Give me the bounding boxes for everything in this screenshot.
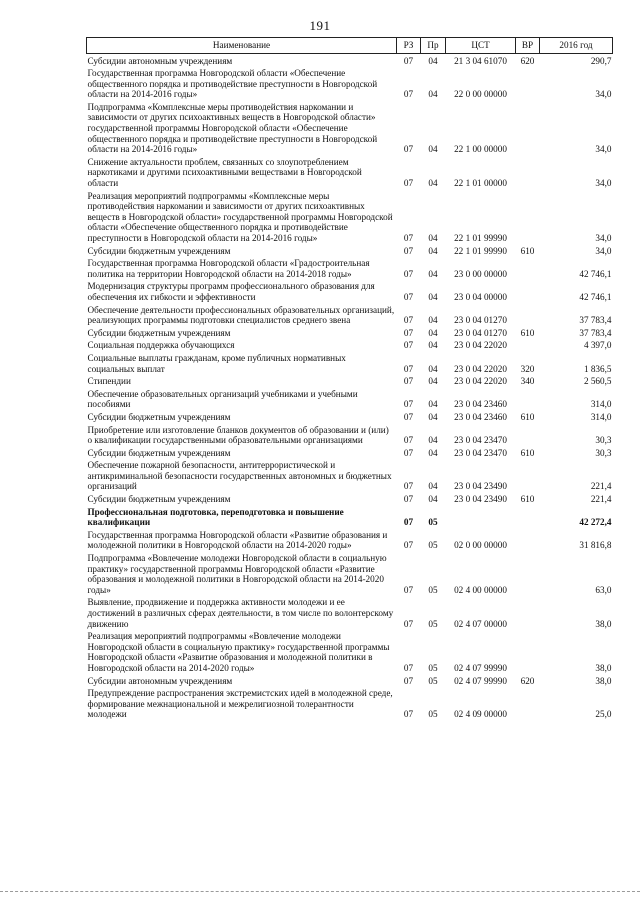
row-name-cell: Субсидии автономным учреждениям <box>87 55 233 66</box>
row-amount-cell: 30,3 <box>595 447 612 458</box>
row-rz-cell: 07 <box>403 55 414 66</box>
row-pr-cell: 05 <box>428 584 438 595</box>
row-amount-cell: 314,0 <box>590 411 612 422</box>
table-row <box>87 375 613 388</box>
column-header-amount: 2016 год <box>540 38 613 54</box>
row-amount-cell: 34,0 <box>595 233 612 243</box>
table-row <box>87 674 613 687</box>
row-name-cell: Предупреждение распространения экстремистских идей в молодежной среде, формирование межнациональной и межрелигиозной толерантности молодежи <box>87 688 393 720</box>
row-amount-cell: 34,0 <box>595 89 612 100</box>
table-row <box>87 630 613 674</box>
row-name-cell: Обеспечение образовательных организаций учебниками и учебными пособиями <box>87 388 358 410</box>
row-name-cell: Выявление, продвижение и поддержка активности молодежи и ее достижений в различных сферах деятельности, в том числе по волонтерскому движению <box>87 597 394 629</box>
row-name-cell: Государственная программа Новгородской области «Обеспечение общественного порядка и противодействие преступности в Новгородской области на 2014-2016 годы» <box>87 68 378 100</box>
table-row <box>87 552 613 596</box>
row-pr-cell: 04 <box>428 233 438 243</box>
row-amount-cell: 221,4 <box>590 481 612 492</box>
row-rz-cell: 07 <box>403 447 414 458</box>
row-rz-cell: 07 <box>403 291 414 302</box>
row-amount-cell: 34,0 <box>595 178 612 189</box>
row-vr-cell: 610 <box>520 447 535 458</box>
row-vr-cell <box>516 630 540 674</box>
row-vr-cell <box>516 189 540 244</box>
row-amount-cell: 37 783,4 <box>579 315 612 326</box>
row-vr-cell <box>516 155 540 189</box>
row-pr-cell: 05 <box>428 517 438 528</box>
table-row <box>87 351 613 374</box>
row-amount-cell: 221,4 <box>590 494 612 505</box>
row-vr-cell <box>516 303 540 326</box>
row-cst-cell: 22 0 00 00000 <box>454 89 507 100</box>
row-rz-cell: 07 <box>403 675 414 686</box>
table-row <box>87 505 613 528</box>
row-pr-cell: 05 <box>428 709 438 720</box>
row-cst-cell: 23 0 04 01270 <box>454 315 507 326</box>
row-rz-cell: 07 <box>403 315 414 326</box>
row-name-cell: Обеспечение деятельности профессиональных образовательных организаций, реализующих программы подготовки специалистов среднего звена <box>87 304 395 326</box>
row-rz-cell: 07 <box>403 618 414 629</box>
row-vr-cell <box>516 505 540 528</box>
row-rz-cell: 07 <box>403 89 414 100</box>
row-amount-cell: 4 397,0 <box>583 340 612 351</box>
row-rz-cell: 07 <box>403 178 414 189</box>
row-vr-cell <box>516 423 540 446</box>
row-name-cell: Реализация мероприятий подпрограммы «Вовлечение молодежи Новгородской области в социальную практику» государственной программы Новгородской области «Развитие образования и молодежной политики в Новгородской области на 2014-2020 годы» <box>87 631 390 673</box>
row-name-cell: Субсидии бюджетным учреждениям <box>87 327 231 338</box>
row-amount-cell: 42 746,1 <box>579 268 612 279</box>
row-cst-cell: 02 0 00 00000 <box>454 540 507 551</box>
row-vr-cell: 610 <box>520 245 535 256</box>
row-name-cell: Модернизация структуры программ профессионального образования для обеспечения их гибкости и эффективности <box>87 281 375 302</box>
row-name-cell: Подпрограмма «Вовлечение молодежи Новгородской области в социальную практику» государственной программы Новгородской области «Развитие образования и молодежной политики в Новгородской области на 2014-2020 годы» <box>87 553 387 595</box>
table-body <box>87 54 613 721</box>
row-cst-cell: 23 0 04 22020 <box>454 363 507 374</box>
row-name-cell: Государственная программа Новгородской области «Развитие образования и молодежной политики в Новгородской области на 2014-2020 годы» <box>87 529 388 551</box>
row-cst-cell: 22 1 01 99990 <box>454 233 507 243</box>
row-amount-cell: 37 783,4 <box>579 327 612 338</box>
row-rz-cell: 07 <box>403 481 414 492</box>
row-rz-cell: 07 <box>403 584 414 595</box>
row-rz-cell: 07 <box>403 411 414 422</box>
row-rz-cell: 07 <box>403 540 414 551</box>
row-amount-cell: 38,0 <box>595 675 612 686</box>
row-pr-cell: 04 <box>428 411 438 422</box>
row-amount-cell: 314,0 <box>590 399 612 410</box>
row-cst-cell <box>446 505 516 528</box>
row-name-cell: Субсидии бюджетным учреждениям <box>87 494 231 505</box>
row-cst-cell: 23 0 04 22020 <box>454 376 507 387</box>
budget-table <box>86 37 613 720</box>
table-row <box>87 339 613 352</box>
row-vr-cell: 610 <box>520 494 535 505</box>
table-row <box>87 303 613 326</box>
row-name-cell: Обеспечение пожарной безопасности, антитеррористической и антикриминальной безопасности государственных автономных и бюджетных организаций <box>87 460 392 492</box>
row-amount-cell: 290,7 <box>590 55 612 66</box>
row-rz-cell: 07 <box>403 662 414 673</box>
row-cst-cell: 23 0 00 00000 <box>454 268 507 279</box>
row-name-cell: Социальные выплаты гражданам, кроме публичных нормативных социальных выплат <box>87 352 346 374</box>
table-row <box>87 446 613 459</box>
row-cst-cell: 23 0 04 22020 <box>454 340 507 351</box>
table-row <box>87 423 613 446</box>
row-vr-cell <box>516 387 540 410</box>
row-amount-cell: 34,0 <box>595 245 612 256</box>
row-amount-cell: 42 272,4 <box>579 517 612 528</box>
row-cst-cell: 21 3 04 61070 <box>454 55 507 66</box>
table-row <box>87 54 613 67</box>
row-cst-cell: 22 1 01 00000 <box>454 178 507 189</box>
row-vr-cell <box>516 100 540 155</box>
row-rz-cell: 07 <box>403 363 414 374</box>
row-rz-cell: 07 <box>403 517 414 528</box>
row-cst-cell: 02 4 07 99990 <box>454 662 507 673</box>
row-pr-cell: 04 <box>428 376 438 387</box>
row-pr-cell: 04 <box>428 245 438 256</box>
row-pr-cell: 05 <box>428 540 438 551</box>
table-row <box>87 244 613 257</box>
row-pr-cell: 04 <box>428 327 438 338</box>
table-row <box>87 100 613 155</box>
row-vr-cell <box>516 257 540 280</box>
row-name-cell: Субсидии бюджетным учреждениям <box>87 411 231 422</box>
row-vr-cell <box>516 528 540 551</box>
table-row <box>87 528 613 551</box>
row-rz-cell: 07 <box>403 268 414 279</box>
row-rz-cell: 07 <box>403 245 414 256</box>
row-vr-cell <box>516 459 540 493</box>
row-cst-cell: 23 0 04 23460 <box>454 399 507 410</box>
column-header-cst: ЦСТ <box>446 38 516 54</box>
row-pr-cell: 04 <box>428 178 438 189</box>
table-header <box>87 38 613 54</box>
row-cst-cell: 23 0 04 23470 <box>454 447 507 458</box>
row-name-cell: Субсидии бюджетным учреждениям <box>87 447 231 458</box>
row-rz-cell: 07 <box>403 327 414 338</box>
row-pr-cell: 04 <box>428 447 438 458</box>
row-cst-cell: 23 0 04 23490 <box>454 481 507 492</box>
row-cst-cell: 22 1 01 99990 <box>454 245 507 256</box>
row-cst-cell: 02 4 00 00000 <box>454 584 507 595</box>
row-rz-cell: 07 <box>403 709 414 720</box>
row-pr-cell: 04 <box>428 363 438 374</box>
table-row <box>87 189 613 244</box>
row-pr-cell: 04 <box>428 435 438 446</box>
row-pr-cell: 04 <box>428 399 438 410</box>
row-name-cell: Реализация мероприятий подпрограммы «Комплексные меры противодействия наркомании и зависимости от других психоактивных веществ в Новгородской области» государственной программы Новгородской области «Обеспечение общественного порядка и противодействие преступности в Новгородской области на 2014-2016 годы» <box>87 190 393 243</box>
row-name-cell: Приобретение или изготовление бланков документов об образовании и (или) о квалификации государственными образовательными организациями <box>87 424 389 446</box>
row-name-cell: Государственная программа Новгородской области «Градостроительная политика на территории Новгородской области на 2014-2018 годы» <box>87 258 370 279</box>
table-row <box>87 387 613 410</box>
column-header-vr: ВР <box>516 38 540 54</box>
row-pr-cell: 04 <box>428 315 438 326</box>
page-number: 191 <box>309 18 331 33</box>
column-header-pr: Пр <box>421 38 446 54</box>
row-pr-cell: 05 <box>428 618 438 629</box>
row-amount-cell: 2 560,5 <box>583 376 612 387</box>
row-rz-cell: 07 <box>403 340 414 351</box>
row-name-cell: Снижение актуальности проблем, связанных со злоупотреблением наркотиками и другими психоактивными веществами в Новгородской области <box>87 156 362 189</box>
row-rz-cell: 07 <box>403 233 414 243</box>
row-cst-cell: 23 0 04 00000 <box>454 291 507 302</box>
row-amount-cell: 63,0 <box>595 584 612 595</box>
row-pr-cell: 04 <box>428 268 438 279</box>
row-vr-cell <box>516 596 540 630</box>
row-name-cell: Профессиональная подготовка, переподготовка и повышение квалификации <box>87 506 344 528</box>
row-name-cell: Стипендии <box>87 376 131 387</box>
row-amount-cell: 38,0 <box>595 662 612 673</box>
row-amount-cell: 34,0 <box>595 144 612 155</box>
row-cst-cell: 02 4 07 99990 <box>454 675 507 686</box>
row-pr-cell: 04 <box>428 291 438 302</box>
column-header-name: Наименование <box>87 38 397 54</box>
row-amount-cell: 30,3 <box>595 435 612 446</box>
row-pr-cell: 05 <box>428 662 438 673</box>
row-vr-cell: 340 <box>520 376 535 387</box>
table-row <box>87 257 613 280</box>
row-amount-cell: 38,0 <box>595 618 612 629</box>
row-rz-cell: 07 <box>403 399 414 410</box>
table-row <box>87 155 613 189</box>
table-row <box>87 596 613 630</box>
table-row <box>87 410 613 423</box>
row-amount-cell: 31 816,8 <box>579 540 612 551</box>
table-row <box>87 687 613 721</box>
table-row <box>87 459 613 493</box>
row-cst-cell: 02 4 07 00000 <box>454 618 507 629</box>
row-amount-cell: 1 836,5 <box>583 363 612 374</box>
row-cst-cell: 23 0 04 01270 <box>454 327 507 338</box>
row-vr-cell <box>516 339 540 352</box>
row-pr-cell: 04 <box>428 55 438 66</box>
row-name-cell: Субсидии автономным учреждениям <box>87 675 233 686</box>
row-rz-cell: 07 <box>403 144 414 155</box>
row-vr-cell: 320 <box>520 363 535 374</box>
table-row <box>87 280 613 303</box>
row-vr-cell <box>516 687 540 721</box>
header-row <box>87 38 613 54</box>
table-row <box>87 493 613 506</box>
row-rz-cell: 07 <box>403 494 414 505</box>
row-pr-cell: 04 <box>428 481 438 492</box>
row-cst-cell: 22 1 00 00000 <box>454 144 507 155</box>
row-cst-cell: 23 0 04 23490 <box>454 494 507 505</box>
row-cst-cell: 23 0 04 23460 <box>454 411 507 422</box>
row-vr-cell: 610 <box>520 411 535 422</box>
row-cst-cell: 02 4 09 00000 <box>454 709 507 720</box>
row-pr-cell: 04 <box>428 89 438 100</box>
row-pr-cell: 04 <box>428 340 438 351</box>
row-pr-cell: 05 <box>428 675 438 686</box>
row-pr-cell: 04 <box>428 144 438 155</box>
row-name-cell: Социальная поддержка обучающихся <box>87 340 235 351</box>
row-cst-cell: 23 0 04 23470 <box>454 435 507 446</box>
row-name-cell: Субсидии бюджетным учреждениям <box>87 245 231 256</box>
column-header-rz: РЗ <box>397 38 421 54</box>
row-pr-cell: 04 <box>428 494 438 505</box>
row-name-cell: Подпрограмма «Комплексные меры противодействия наркомании и зависимости от других психоактивных веществ в Новгородской области» государственной программы Новгородской области «Обеспечение общественного порядка и противодействие преступности в Новгородской области на 2014-2016 годы» <box>87 101 378 155</box>
row-vr-cell <box>516 67 540 101</box>
row-amount-cell: 25,0 <box>595 709 612 720</box>
row-vr-cell: 620 <box>520 55 535 66</box>
page-bottom-edge <box>0 891 640 892</box>
table-row <box>87 67 613 101</box>
row-rz-cell: 07 <box>403 376 414 387</box>
row-vr-cell <box>516 552 540 596</box>
row-vr-cell: 620 <box>520 675 535 686</box>
row-rz-cell: 07 <box>403 435 414 446</box>
row-vr-cell <box>516 280 540 303</box>
row-amount-cell: 42 746,1 <box>579 291 612 302</box>
table-row <box>87 326 613 339</box>
row-vr-cell: 610 <box>520 327 535 338</box>
